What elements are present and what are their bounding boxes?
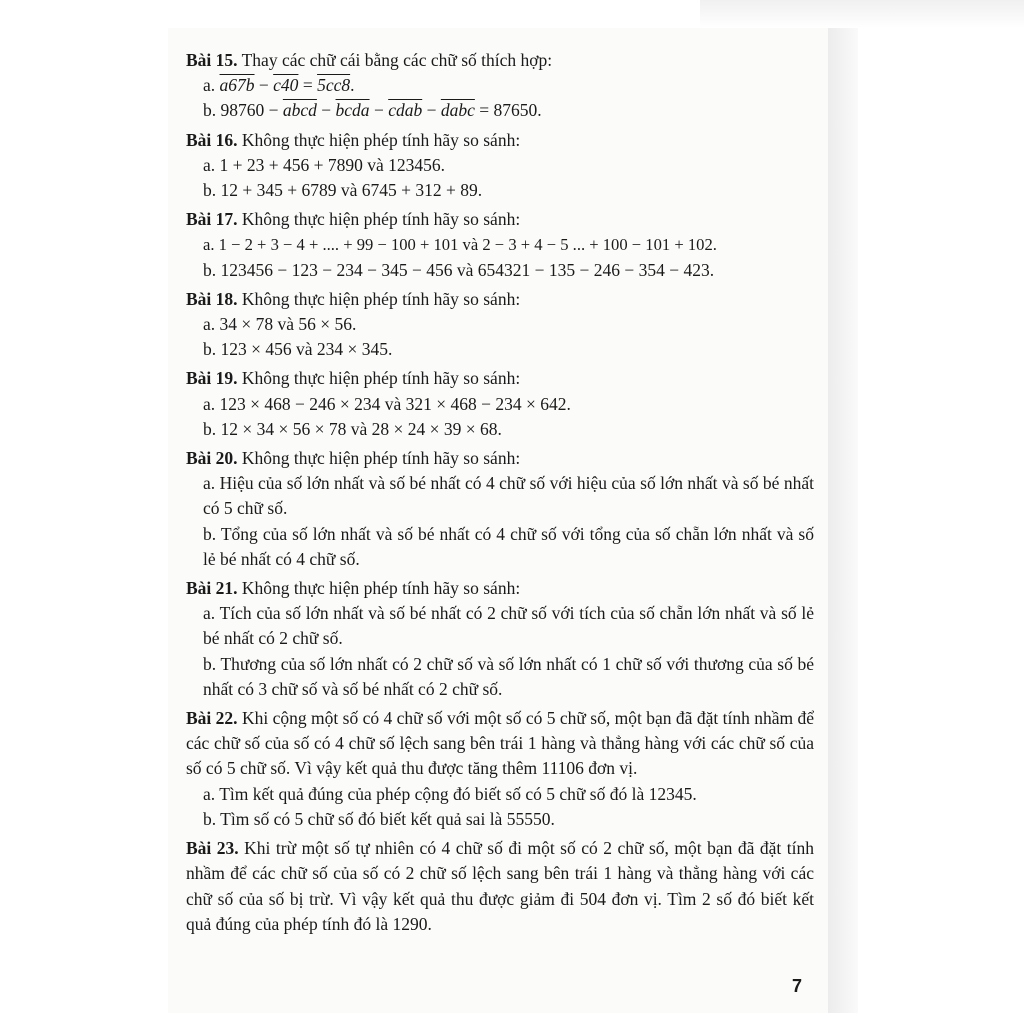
overlined-number: bcda [335,100,370,121]
problem-21-part-a: a. Tích của số lớn nhất và số bé nhất có 2 chữ số với tích của số chẵn lớn nhất và số lẻ bé nhất có 2 chữ số. [203,603,814,649]
problem-16-part-b: b. 12 + 345 + 6789 và 6745 + 312 + 89. [203,180,483,201]
problem-15-part-a [186,73,814,98]
problem-19-title: Không thực hiện phép tính hãy so sánh: [241,368,521,389]
problem-16-part-a: a. 1 + 23 + 456 + 7890 và 123456. [203,154,446,175]
problem-23-text: Khi trừ một số tự nhiên có 4 chữ số đi một số có 2 chữ số, một bạn đã đặt tính nhầm để các chữ số của số có 2 chữ số lệch sang bên trái 1 hàng và thẳng hàng với các chữ số của số bị trừ. Vì vậy kết quả thu được giảm đi 504 đơn vị. Tìm 2 số đó biết kết quả đúng của phép tính đó là 1290. [186,838,814,934]
problem-17 [186,207,814,283]
problem-22-part-a: a. Tìm kết quả đúng của phép cộng đó biết số có 5 chữ số đó là 12345. [203,783,697,804]
problem-22-part-b: b. Tìm số có 5 chữ số đó biết kết quả sai là 55550. [203,808,555,829]
problem-22-statement [186,706,814,782]
page-content [186,48,814,941]
problem-20-part-b: b. Tổng của số lớn nhất và số bé nhất có 4 chữ số với tổng của số chẵn lớn nhất và số lẻ bé nhất có 4 chữ số. [203,523,814,569]
operator: − [254,75,274,96]
part-label: a. [203,75,216,96]
problem-16-heading [186,128,814,153]
operator: − [422,100,441,121]
problem-23-statement [186,836,814,937]
problem-21 [186,576,814,702]
problem-18-heading [186,287,814,312]
problem-17-number: Bài 17. [186,209,238,230]
problem-16 [186,128,814,204]
overlined-number: c40 [273,75,299,96]
problem-18-title: Không thực hiện phép tính hãy so sánh: [241,288,521,309]
problem-20-title: Không thực hiện phép tính hãy so sánh: [241,448,521,469]
problem-17-heading [186,207,814,232]
problem-15-part-b [186,98,814,123]
problem-15-number: Bài 15. [186,50,238,70]
problem-15 [186,48,814,124]
problem-23 [186,836,814,937]
problem-20-number: Bài 20. [186,448,238,469]
problem-19-number: Bài 19. [186,368,238,389]
problem-22-number: Bài 22. [186,708,238,729]
operator: = [298,75,318,96]
expression-end: = 87650. [474,100,542,121]
overlined-number: cdab [388,100,423,121]
problem-17-part-a: a. 1 − 2 + 3 − 4 + .... + 99 − 100 + 101 và 2 − 3 + 4 − 5 ... + 100 − 101 + 102. [203,235,717,255]
page-edge-bleed [828,28,858,1013]
problem-15-heading [186,48,814,73]
problem-22-text: Khi cộng một số có 4 chữ số với một số có 5 chữ số, một bạn đã đặt tính nhầm để các chữ số của số có 4 chữ số lệch sang bên trái 1 hàng và thẳng hàng với các chữ số của số có 5 chữ số. Vì vậy kết quả thu được tăng thêm 11106 đơn vị. [186,708,815,779]
problem-15-title: Thay các chữ cái bằng các chữ số thích hợp: [241,50,553,70]
problem-17-title: Không thực hiện phép tính hãy so sánh: [241,209,521,230]
problem-21-heading [186,576,814,601]
problem-18-number: Bài 18. [186,288,238,309]
problem-22 [186,706,814,832]
problem-17-part-b: b. 123456 − 123 − 234 − 345 − 456 và 654321 − 135 − 246 − 354 − 423. [203,259,715,280]
problem-21-part-b: b. Thương của số lớn nhất có 2 chữ số và số lớn nhất có 1 chữ số với thương của số bé nhất có 3 chữ số và số bé nhất có 2 chữ số. [203,653,814,699]
problem-16-title: Không thực hiện phép tính hãy so sánh: [241,129,521,150]
problem-21-title: Không thực hiện phép tính hãy so sánh: [241,578,521,599]
problem-19-part-b: b. 12 × 34 × 56 × 78 và 28 × 24 × 39 × 68. [203,418,502,439]
punctuation: . [350,75,355,96]
problem-18-part-a: a. 34 × 78 và 56 × 56. [203,314,357,335]
problem-18 [186,287,814,363]
problem-20-part-a: a. Hiệu của số lớn nhất và số bé nhất có 4 chữ số với hiệu của số lớn nhất và số bé nhất có 5 chữ số. [203,473,814,519]
overlined-number: dabc [440,100,475,121]
problem-21-number: Bài 21. [186,578,238,599]
problem-19-part-a: a. 123 × 468 − 246 × 234 và 321 × 468 − 234 × 642. [203,393,571,414]
problem-20-heading [186,446,814,471]
problem-19-heading [186,366,814,391]
page-edge-shadow [700,0,1024,28]
overlined-number: a67b [219,75,255,96]
expression-start: 98760 − [220,100,283,121]
problem-23-number: Bài 23. [186,838,239,859]
problem-19 [186,366,814,442]
operator: − [369,100,389,121]
part-label: b. [203,100,217,121]
problem-18-part-b: b. 123 × 456 và 234 × 345. [203,339,393,360]
overlined-number: abcd [282,100,317,121]
overlined-number: 5cc8 [317,75,351,96]
operator: − [316,100,336,121]
page-number: 7 [792,976,803,996]
problem-20 [186,446,814,572]
problem-16-number: Bài 16. [186,129,238,150]
